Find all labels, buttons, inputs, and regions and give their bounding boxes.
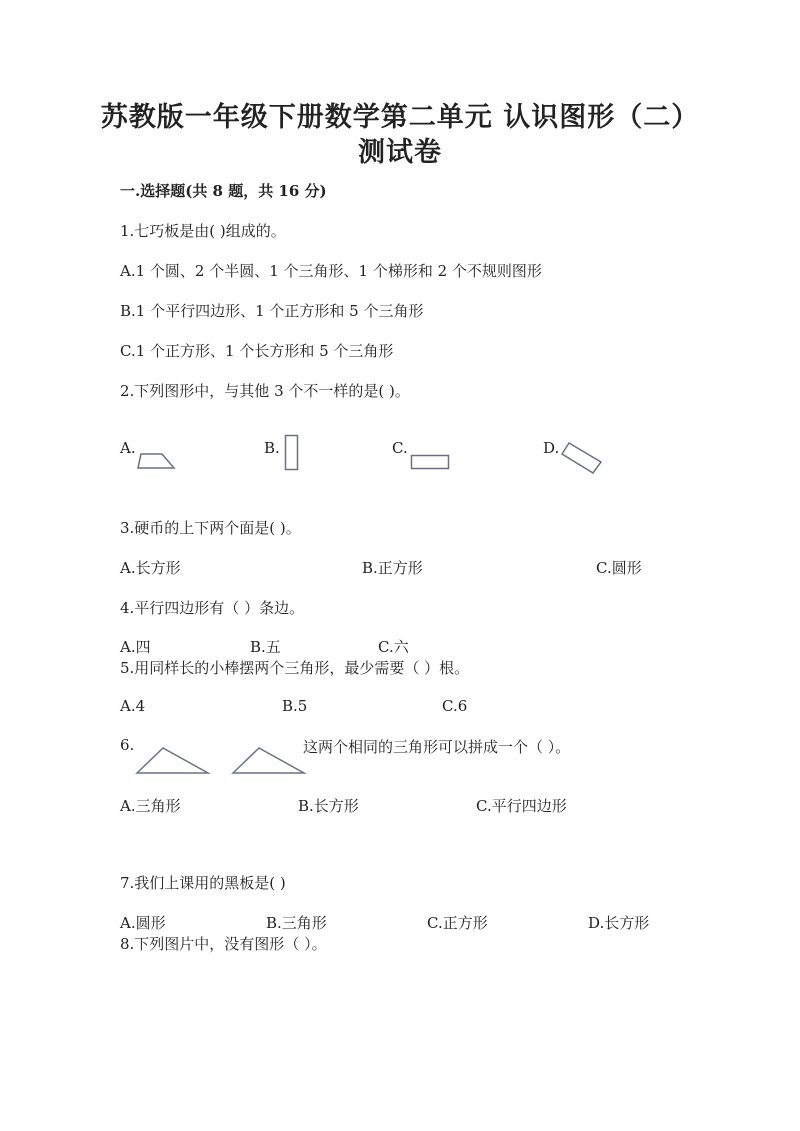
q6-option-a: A.三角形 (120, 797, 181, 815)
q6-stem: 这两个相同的三角形可以拼成一个（ ）。 (303, 738, 571, 756)
q2-tall-rectangle-shape (284, 434, 300, 472)
q7-stem: 7.我们上课用的黑板是( ) (120, 874, 286, 892)
q3-option-b: B.正方形 (362, 559, 423, 577)
q6-triangle-left-shape (135, 746, 211, 776)
q3-option-c: C.圆形 (596, 559, 642, 577)
q4-option-b: B.五 (250, 638, 281, 656)
q7-option-d: D.长方形 (588, 914, 650, 932)
q6-option-c: C.平行四边形 (476, 797, 567, 815)
q3-option-a: A.长方形 (120, 559, 181, 577)
q5-option-b: B.5 (282, 697, 308, 715)
q1-stem: 1.七巧板是由( )组成的。 (120, 222, 286, 240)
q2-option-b: B. (264, 439, 280, 457)
q4-option-a: A.四 (120, 638, 151, 656)
page-subtitle: 测试卷 (358, 137, 442, 168)
q3-stem: 3.硬币的上下两个面是( )。 (120, 519, 301, 537)
q6-triangle-right-shape (231, 746, 307, 776)
q1-option-c: C.1 个正方形、1 个长方形和 5 个三角形 (120, 342, 394, 360)
page-title: 苏教版一年级下册数学第二单元 认识图形（二） (100, 102, 700, 133)
q6-number: 6. (120, 736, 135, 754)
q5-option-a: A.4 (120, 697, 146, 715)
q2-stem: 2.下列图形中，与其他 3 个不一样的是( )。 (120, 382, 410, 400)
section-heading: 一.选择题(共 8 题，共 16 分) (120, 182, 327, 200)
q2-tilted-rectangle-shape (560, 440, 604, 476)
q2-option-a: A. (120, 439, 136, 457)
q7-option-a: A.圆形 (120, 914, 166, 932)
q8-stem: 8.下列图片中，没有图形（ ）。 (120, 935, 327, 953)
q7-option-c: C.正方形 (427, 914, 488, 932)
q2-option-c: C. (392, 439, 408, 457)
q5-option-c: C.6 (442, 697, 468, 715)
q7-option-b: B.三角形 (266, 914, 327, 932)
q5-stem: 5.用同样长的小棒摆两个三角形，最少需要（ ）根。 (120, 659, 470, 677)
q6-option-b: B.长方形 (298, 797, 359, 815)
q1-option-b: B.1 个平行四边形、1 个正方形和 5 个三角形 (120, 302, 424, 320)
q2-option-d: D. (543, 439, 560, 457)
q2-trapezoid-shape (138, 452, 178, 470)
q2-wide-rectangle-shape (410, 454, 452, 472)
q1-option-a: A.1 个圆、2 个半圆、1 个三角形、1 个梯形和 2 个不规则图形 (120, 262, 542, 280)
q4-option-c: C.六 (378, 638, 409, 656)
q4-stem: 4.平行四边形有（ ）条边。 (120, 599, 305, 617)
